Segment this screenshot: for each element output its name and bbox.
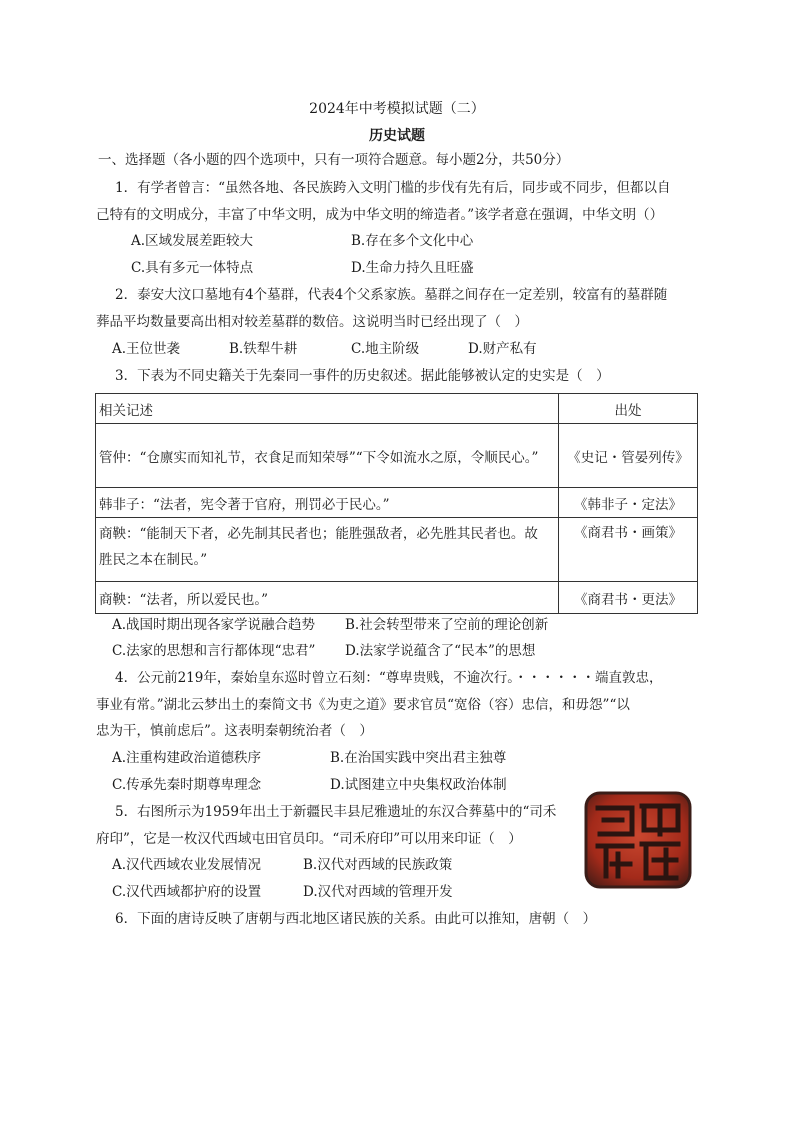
table-cell-record — [96, 518, 559, 582]
q1-option-b: B.存在多个文化中心 — [351, 233, 474, 249]
q2-option-c: C.地主阶级 — [351, 341, 420, 357]
section-heading: 一、选择题（各小题的四个选项中，只有一项符合题意。每小题2分，共50分） — [98, 152, 570, 168]
q4-option-d: D.试图建立中央集权政治体制 — [330, 777, 507, 793]
table-cell-record: 管仲：“仓廪实而知礼节，衣食足而知荣辱”“下令如流水之原，令顺民心。” — [96, 424, 559, 488]
exam-title: 2024年中考模拟试题（二） — [309, 101, 485, 117]
exam-subtitle: 历史试题 — [369, 128, 425, 144]
q6-line1: 6．下面的唐诗反映了唐朝与西北地区诸民族的关系。由此可以推知，唐朝（ ） — [115, 911, 597, 927]
sources-table — [95, 393, 698, 614]
q3-option-b: B.社会转型带来了空前的理论创新 — [345, 617, 549, 633]
q1-line2: 己特有的文明成分，丰富了中华文明，成为中华文明的缔造者。”该学者意在强调，中华文明（） — [96, 207, 664, 223]
q5-option-c: C.汉代西域都护府的设置 — [112, 884, 262, 900]
table-cell-record-line1: 商鞅：“能制天下者，必先制其民者也；能胜强敌者，必先胜其民者也。故 — [99, 526, 538, 542]
table-row — [96, 424, 698, 488]
q2-option-d: D.财产私有 — [468, 341, 537, 357]
q4-option-b: B.在治国实践中突出君主独尊 — [330, 750, 507, 766]
table-cell-record: 韩非子：“法者，宪令著于官府，刑罚必于民心。” — [96, 488, 559, 518]
q1-option-c: C.具有多元一体特点 — [131, 260, 254, 276]
q4-option-c: C.传承先秦时期尊卑理念 — [112, 777, 262, 793]
q2-line1: 2．泰安大汶口墓地有4个墓群，代表4个父系家族。墓群之间存在一定差别，较富有的墓群随 — [115, 287, 668, 303]
table-header-row — [96, 394, 698, 424]
table-cell-record: 商鞅：“法者，所以爱民也。” — [96, 582, 559, 614]
table-header-record: 相关记述 — [96, 394, 559, 424]
q1-line1: 1．有学者曾言：“虽然各地、各民族跨入文明门槛的步伐有先有后，同步或不同步，但都以自 — [115, 180, 671, 196]
q1-option-a: A.区域发展差距较大 — [131, 233, 254, 249]
q5-option-d: D.汉代对西域的管理开发 — [303, 884, 453, 900]
q3-option-d: D.法家学说蕴含了“民本”的思想 — [345, 643, 536, 659]
table-header-source: 出处 — [559, 394, 698, 424]
q4-line1: 4．公元前219年，秦始皇东巡时曾立石刻：“尊卑贵贱，不逾次行。・・・・・・端直敦忠， — [115, 670, 663, 686]
table-cell-source: 《商君书・更法》 — [559, 582, 698, 614]
q2-option-b: B.铁犁牛耕 — [229, 341, 298, 357]
q4-line3: 忠为干，慎前虑后”。这表明秦朝统治者（ ） — [96, 723, 373, 739]
q4-line2: 事业有常。”湖北云梦出土的秦简文书《为吏之道》要求官员“宽俗（容）忠信，和毋怨”“以 — [96, 697, 630, 713]
q3-option-c: C.法家的思想和言行都体现“忠君” — [112, 643, 316, 659]
q3-option-a: A.战国时期出现各家学说融合趋势 — [112, 617, 316, 633]
table-cell-source: 《商君书・画策》 — [559, 518, 698, 582]
table-row — [96, 582, 698, 614]
q2-line2: 葬品平均数量要高出相对较差墓群的数倍。这说明当时已经出现了（ ） — [96, 314, 528, 330]
q2-option-a: A.王位世袭 — [112, 341, 181, 357]
seal-image — [582, 790, 694, 890]
table-cell-source: 《韩非子・定法》 — [559, 488, 698, 518]
table-row — [96, 488, 698, 518]
table-cell-source: 《史记・管晏列传》 — [559, 424, 698, 488]
table-row — [96, 518, 698, 582]
table-cell-record-line2: 胜民之本在制民。” — [99, 552, 208, 568]
q5-line1: 5．右图所示为1959年出土于新疆民丰县尼雅遗址的东汉合葬墓中的“司禾 — [115, 804, 557, 820]
q5-option-a: A.汉代西域农业发展情况 — [112, 857, 262, 873]
q5-option-b: B.汉代对西域的民族政策 — [303, 857, 453, 873]
q4-option-a: A.注重构建政治道德秩序 — [112, 750, 262, 766]
q3-line1: 3．下表为不同史籍关于先秦同一事件的历史叙述。据此能够被认定的史实是（ ） — [115, 368, 610, 384]
q5-line2: 府印”，它是一枚汉代西域屯田官员印。“司禾府印”可以用来印证（ ） — [96, 831, 522, 847]
q1-option-d: D.生命力持久且旺盛 — [351, 260, 474, 276]
